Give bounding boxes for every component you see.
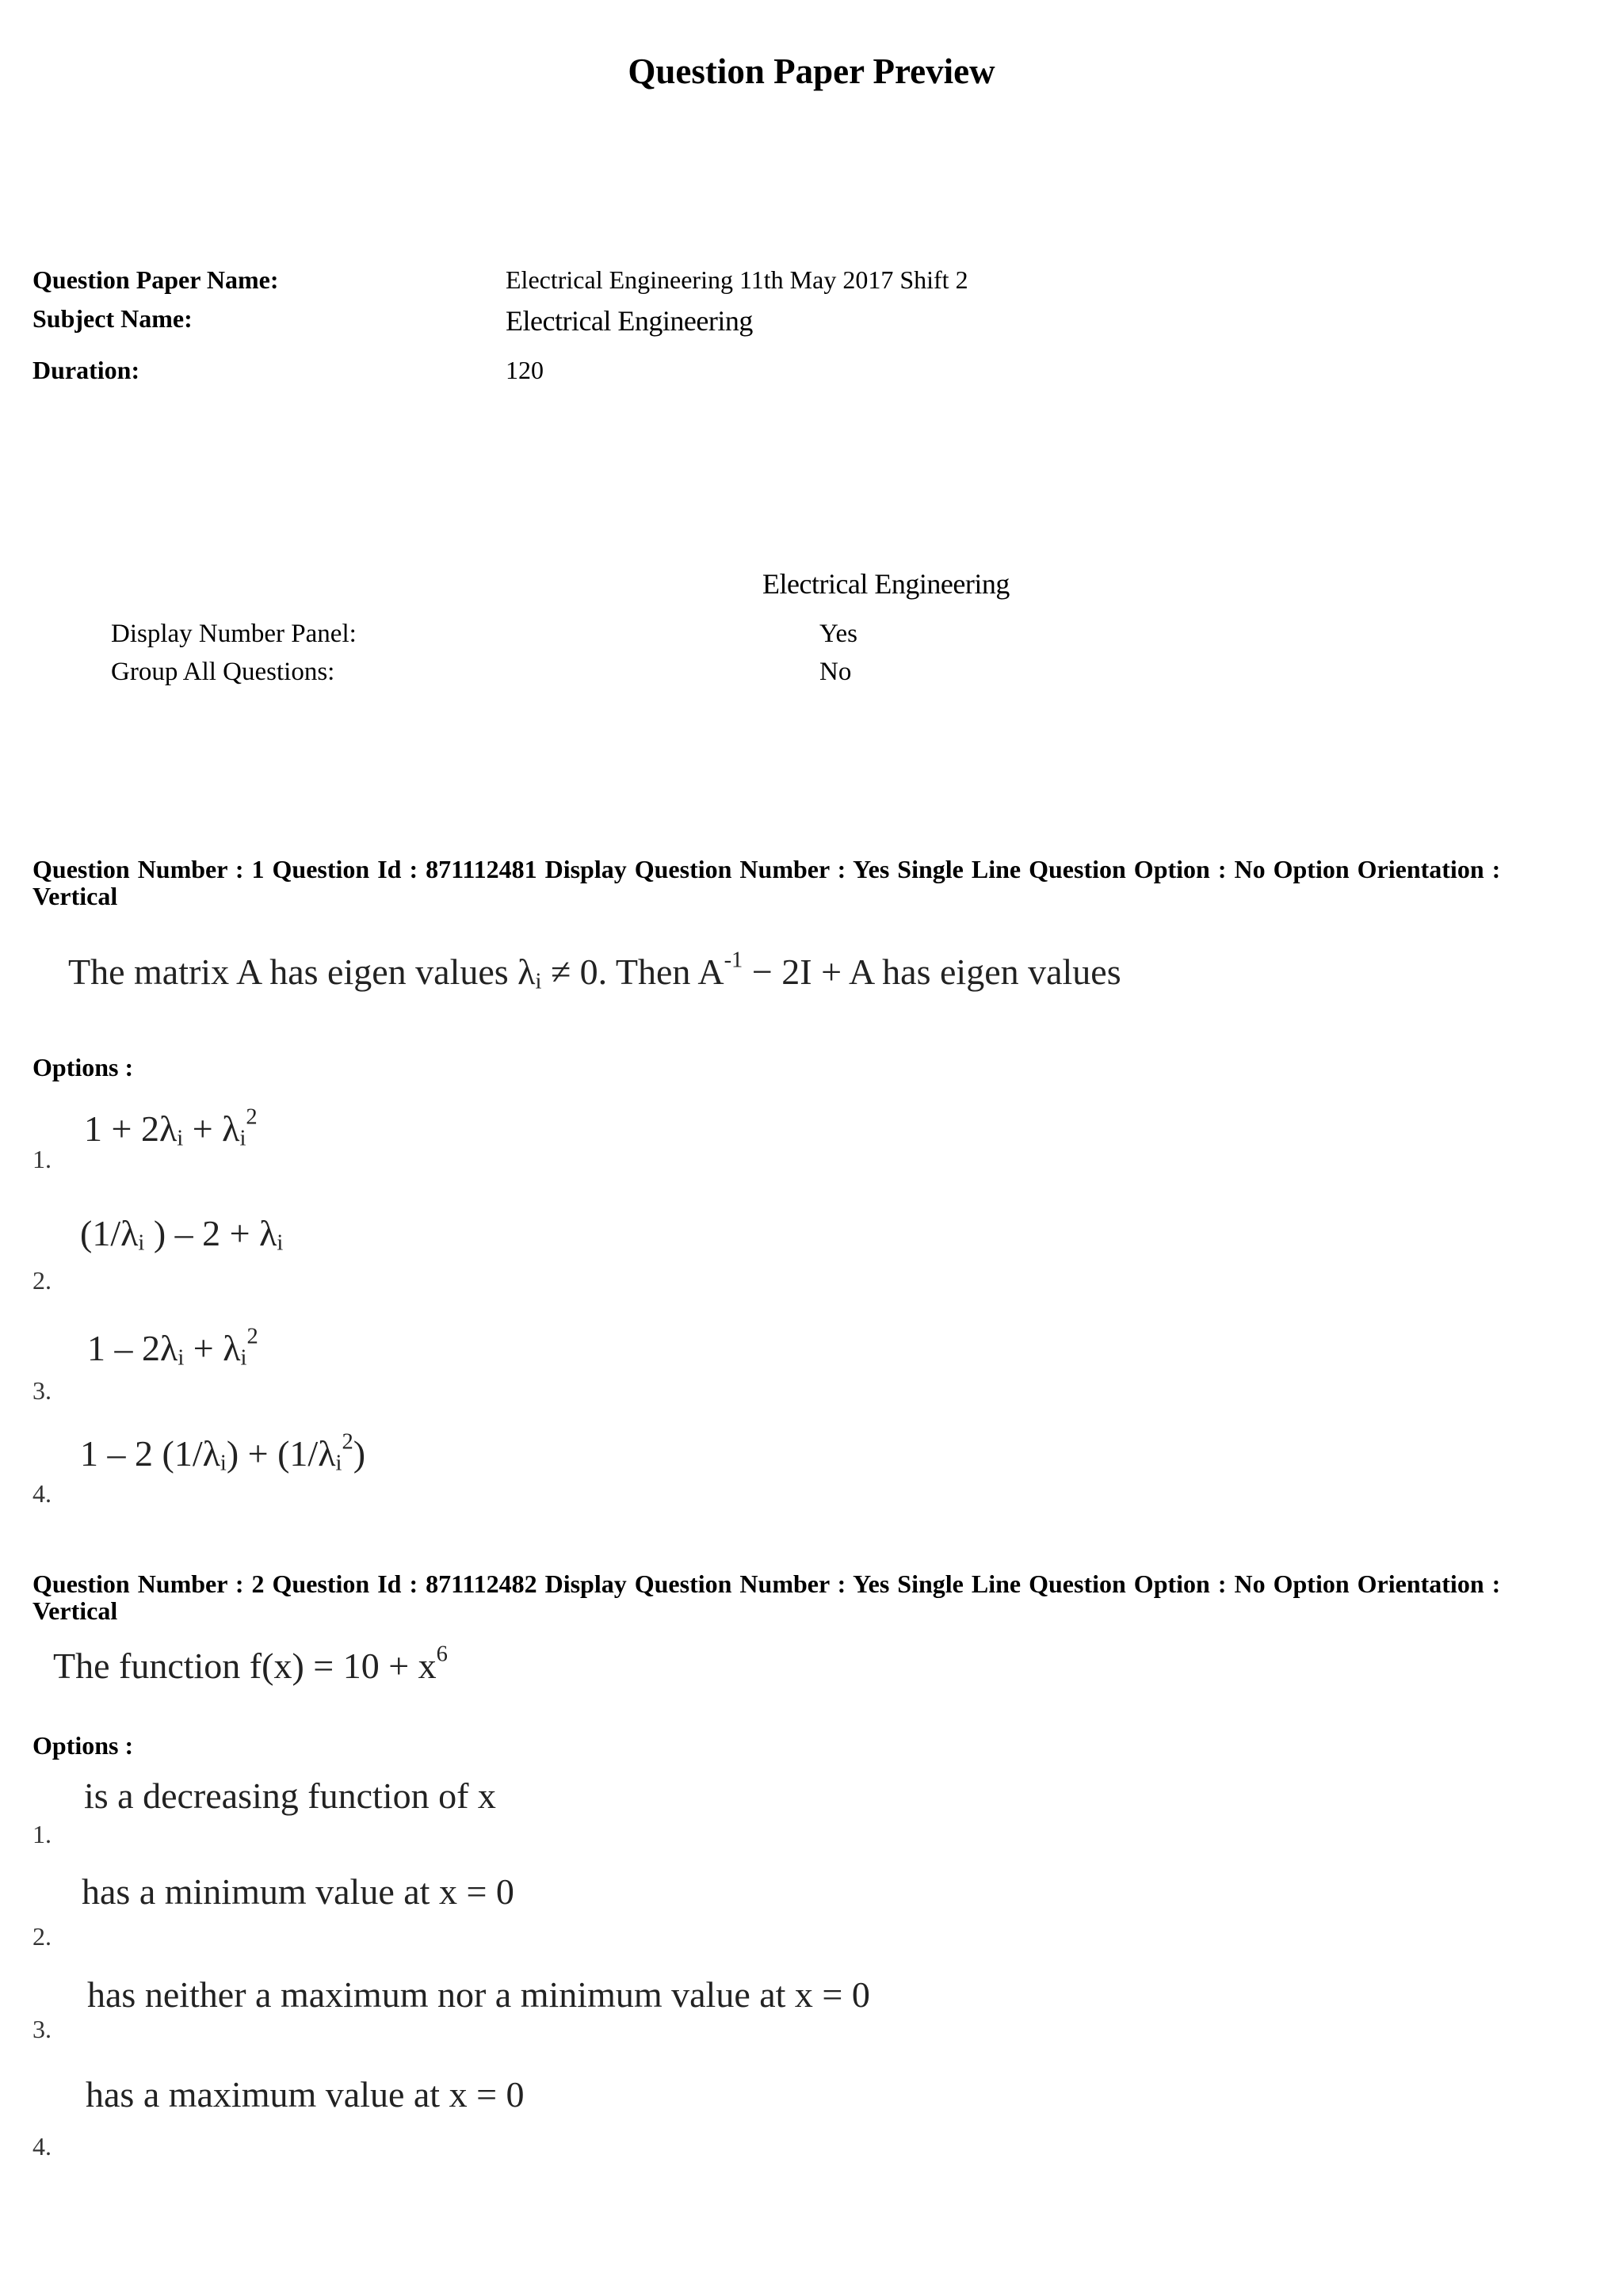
question-2-option-4-number: 4.	[32, 2132, 52, 2161]
group-all-label: Group All Questions:	[111, 658, 335, 686]
display-panel-label: Display Number Panel:	[111, 620, 357, 648]
question-2-options-label: Options :	[32, 1731, 134, 1760]
subject-label: Subject Name:	[32, 304, 193, 333]
subject-value: Electrical Engineering	[506, 305, 753, 337]
question-1-option-1: $1 + 2\lambda_i + \lambda_i^2$	[84, 1104, 258, 1151]
question-1-option-4: 1 – 2 $(1/\lambda_i) + (1/\lambda_i^2)$	[80, 1429, 366, 1476]
question-1-stem: The matrix A has eigen values $\lambda_i \ne 0$. Then $A^{-1} - 2I + A$ has eigen values	[68, 948, 1121, 994]
question-1-options-label: Options :	[32, 1053, 134, 1081]
group-all-value: No	[819, 658, 852, 686]
question-2-option-3-number: 3.	[32, 2015, 52, 2043]
display-panel-value: Yes	[819, 620, 858, 648]
paper-name-value: Electrical Engineering 11th May 2017 Shift 2	[506, 265, 968, 294]
question-2-header: Question Number : 2 Question Id : 871112482 Display Question Number : Yes Single Line Question Option : No Option Orientation : Vertical	[32, 1569, 1501, 1625]
question-2-option-1: is a decreasing function of x	[84, 1775, 496, 1816]
question-1-option-2: ($1/\lambda_i$ ) – $2 + \lambda_i$	[80, 1213, 284, 1256]
duration-label: Duration:	[32, 356, 140, 384]
paper-name-label: Question Paper Name:	[32, 265, 279, 294]
question-2-option-3: has neither a maximum nor a minimum value at x = 0	[87, 1974, 870, 2015]
question-2-stem: The function $f(x) = 10 + x^6$	[53, 1642, 448, 1686]
section-name: Electrical Engineering	[762, 568, 1010, 600]
question-2-option-1-number: 1.	[32, 1820, 52, 1848]
question-2-option-2-number: 2.	[32, 1922, 52, 1951]
question-1-option-3: $1 - 2\lambda_i + \lambda_i^2$	[87, 1324, 258, 1371]
question-1-header: Question Number : 1 Question Id : 871112481 Display Question Number : Yes Single Line Question Option : No Option Orientation : Vertical	[32, 855, 1501, 910]
question-1-option-1-number: 1.	[32, 1145, 52, 1173]
question-2-option-4: has a maximum value at x = 0	[86, 2074, 525, 2115]
question-1-option-3-number: 3.	[32, 1376, 52, 1405]
question-2-option-2: has a minimum value at x = 0	[82, 1871, 514, 1912]
question-1-option-2-number: 2.	[32, 1266, 52, 1295]
page-title: Question Paper Preview	[628, 51, 995, 91]
duration-value: 120	[506, 356, 544, 384]
question-1-option-4-number: 4.	[32, 1479, 52, 1508]
